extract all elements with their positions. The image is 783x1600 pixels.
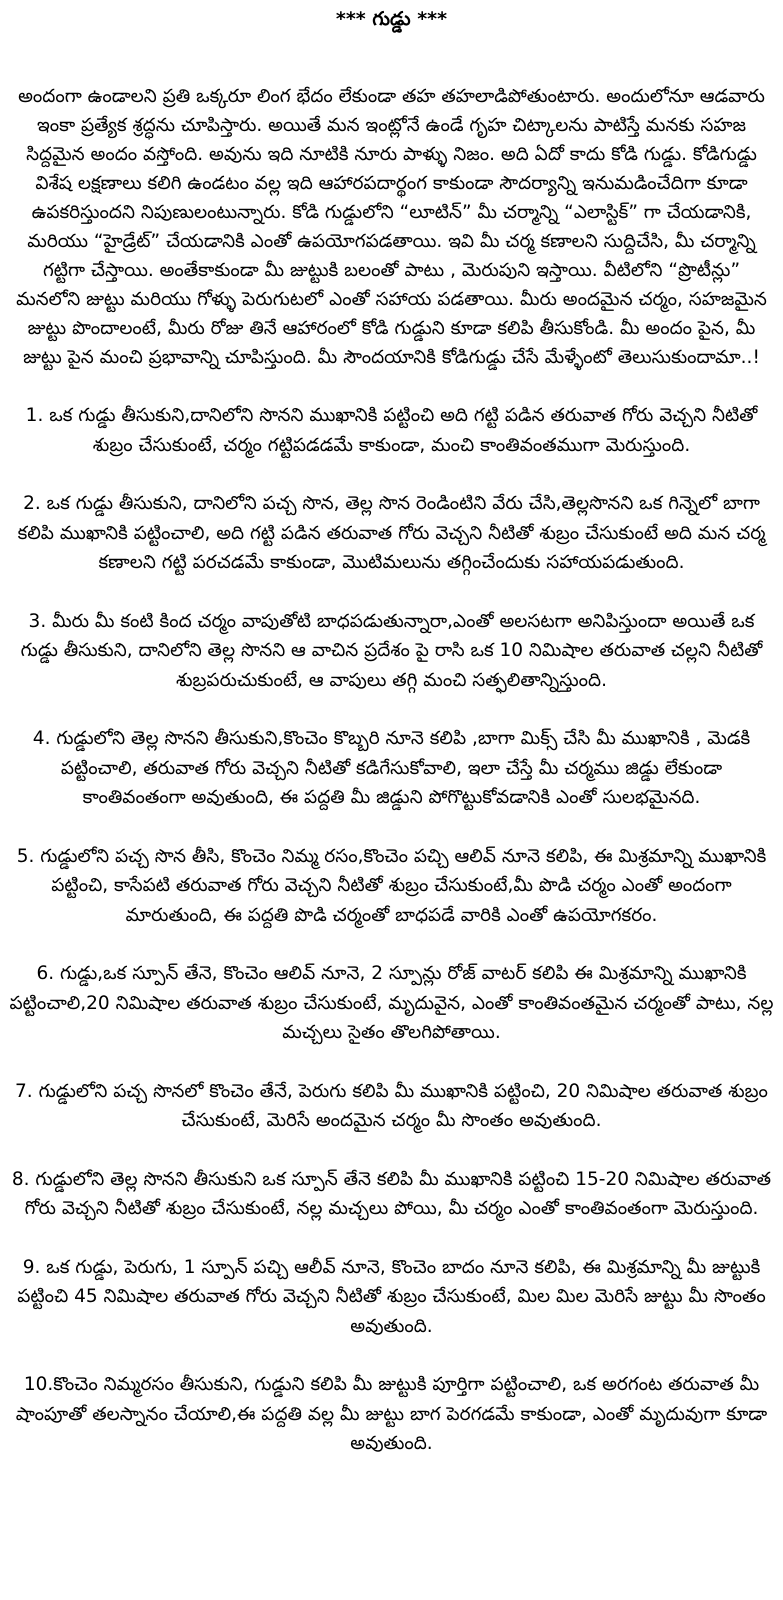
tip-item-5: 5. గుడ్డులోని పచ్చ సొన తీసి, కొంచెం నిమ్మ రసం,కొంచెం పచ్చి ఆలివ్ నూనె కలిపి, ఈ మిశ్రమాన్ని ముఖానికి పట్టించి, కాసేపటి తరువాత గోరు వెచ్చని నీటితో శుబ్రం చేసుకుంటే,మీ పొడి చర్మం ఎంతో అందంగా మారుతుంది, ఈ పద్దతి పొడి చర్మంతో బాధపడే వారికి ఎంతో ఉపయోగకరం. [16,845,767,926]
tip-item-4: 4. గుడ్డులోని తెల్ల సొనని తీసుకుని,కొంచెం కొబ్బరి నూనె కలిపి ,బాగా మిక్స్ చేసి మీ ముఖానికి , మెడకి పట్టించాలి, తరువాత గోరు వెచ్చని నీటితో కడిగేసుకోవాలి, ఇలా చేస్తే మీ చర్మము జిడ్డు లేకుండా కాంతివంతంగా అవుతుంది, ఈ పద్దతి మీ జిడ్డుని పోగొట్టుకోవడానికి ఎంతో సులభమైనది. [32,728,751,808]
tip-item-3: 3. మీరు మీ కంటి కింద చర్మం వాపుతోటి బాధపడుతున్నారా,ఎంతో అలసటగా అనిపిస్తుందా అయితే ఒక గుడ్డు తీసుకుని, దానిలోని తెల్ల సొనని ఆ వాచిన ప్రదేశం పై రాసి ఒక 10 నిమిషాల తరువాత చల్లని నీటితో శుబ్రపరుచుకుంటే, ఆ వాపులు తగ్గి మంచి సత్ఫలితాన్నిస్తుంది. [20,610,763,691]
tips-list [8,401,775,1459]
tip-item-6: 6. గుడ్డు,ఒక స్పూన్ తేనె, కొంచెం ఆలివ్ నూనె, 2 స్పూన్లు రోజ్ వాటర్ కలిపి ఈ మిశ్రమాన్ని ముఖానికి పట్టించాలి,20 నిమిషాల తరువాత శుబ్రం చేసుకుంటే, మృదువైన, ఎంతో కాంతివంతమైన చర్మంతో పాటు, నల్ల మచ్చలు సైతం తొలగిపోతాయి. [9,963,774,1043]
tip-item-8: 8. గుడ్డులోని తెల్ల సొనని తీసుకుని ఒక స్పూన్ తేనె కలిపి మీ ముఖానికి పట్టించి 15-20 నిమిషాల తరువాత గోరు వెచ్చని నీటితో శుబ్రం చేసుకుంటే, నల్ల మచ్చలు పోయి, మీ చర్మం ఎంతో కాంతివంతంగా మెరుస్తుంది. [11,1168,772,1219]
tip-item-9: 9. ఒక గుడ్డు, పెరుగు, 1 స్పూన్ పచ్చి ఆలీవ్ నూనె, కొంచెం బాదం నూనె కలిపి, ఈ మిశ్రమాన్ని మీ జుట్టుకి పట్టించి 45 నిమిషాల తరువాత గోరు వెచ్చని నీటితో శుబ్రం చేసుకుంటే, మిల మిల మెరిసే జుట్టు మీ సొంతం అవుతుంది. [17,1256,766,1337]
intro-paragraph: అందంగా ఉండాలని ప్రతి ఒక్కరూ లింగ భేదం లేకుండా తహ తహలాడిపోతుంటారు. అందులోనూ ఆడవారు ఇంకా ప్రత్యేక శ్రద్ధను చూపిస్తారు. అయితే మన ఇంట్లోనే ఉండే గృహ చిట్కాలను పాటిస్తే మనకు సహజ సిద్దమైన అందం వస్తోంది. అవును ఇది నూటికి నూరు పాళ్ళు నిజం. అది ఏదో కాదు కోడి గుడ్డు. కోడిగుడ్డు విశేష లక్షణాలు కలిగి ఉండటం వల్ల ఇది ఆహారపదార్థంగ కాకుండా సౌదర్యాన్ని ఇనుమడించేదిగా కూడా ఉపకరిస్తుందని నిపుణులంటున్నారు. కోడి గుడ్డులోని “లూటిన్” మీ చర్మాన్ని “ఎలాస్టిక్” గా చేయడానికి, మరియు “హైడ్రేట్” చేయడానికి ఎంతో ఉపయోగపడతాయి. ఇవి మీ చర్మ కణాలని సుద్దిచేసి, మీ చర్మాన్ని గట్టిగా చేస్తాయి. అంతేకాకుండా మీ జుట్టుకి బలంతో పాటు , మెరుపుని ఇస్తాయి. వీటిలోని “ప్రొటీన్లు” మనలోని జుట్టు మరియు గోళ్ళు పెరుగుటలో ఎంతో సహాయ పడతాయి. మీరు అందమైన చర్మం, సహజమైన జుట్టు పొందాలంటే, మీరు రోజు తినే ఆహారంలో కోడి గుడ్డుని కూడా కలిపి తీసుకోండి. మీ అందం పైన, మీ జుట్టు పైన మంచి ప్రభావాన్ని చూపిస్తుంది. మీ సౌందయానికి కోడిగుడ్డు చేసే మేళ్ళేంటో తెలుసుకుందామా..! [16,86,767,368]
tip-item-1: 1. ఒక గుడ్డు తీసుకుని,దానిలోని సొనని ముఖానికి పట్టించి అది గట్టి పడిన తరువాత గోరు వెచ్చని నీటితో శుబ్రం చేసుకుంటే, చర్మం గట్టిపడడమే కాకుండా, మంచి కాంతివంతముగా మెరుస్తుంది. [25,405,758,456]
tip-item-10: 10.కొంచెం నిమ్మరసం తీసుకుని, గుడ్డుని కలిపి మీ జుట్టుకి పూర్తిగా పట్టించాలి, ఒక అరగంట తరువాత మీ షాంపూతో తలస్నానం చేయాలి,ఈ పద్దతి వల్ల మీ జుట్టు బాగ పెరగడమే కాకుండా, ఎంతో మృదువుగా కూడా అవుతుంది. [15,1374,768,1454]
page-title: *** గుడ్డు *** [335,8,448,30]
tip-item-7: 7. గుడ్డులోని పచ్చ సొనలో కొంచెం తేనే, పెరుగు కలిపి మీ ముఖానికి పట్టించి, 20 నిమిషాల తరువాత శుబ్రం చేసుకుంటే, మెరిసే అందమైన చర్మం మీ సొంతం అవుతుంది. [15,1080,768,1131]
tip-item-2: 2. ఒక గుడ్డు తీసుకుని, దానిలోని పచ్చ సొన, తెల్ల సొన రెండింటిని వేరు చేసి,తెల్లసొనని ఒక గిన్నెలో బాగా కలిపి ముఖానికి పట్టించాలి, అది గట్టి పడిన తరువాత గోరు వెచ్చని నీటితో శుబ్రం చేసుకుంటే అది మన చర్మ కణాలని గట్టి పరచడమే కాకుండా, మొటిమలును తగ్గించేందుకు సహాయపడుతుంది. [17,493,766,573]
